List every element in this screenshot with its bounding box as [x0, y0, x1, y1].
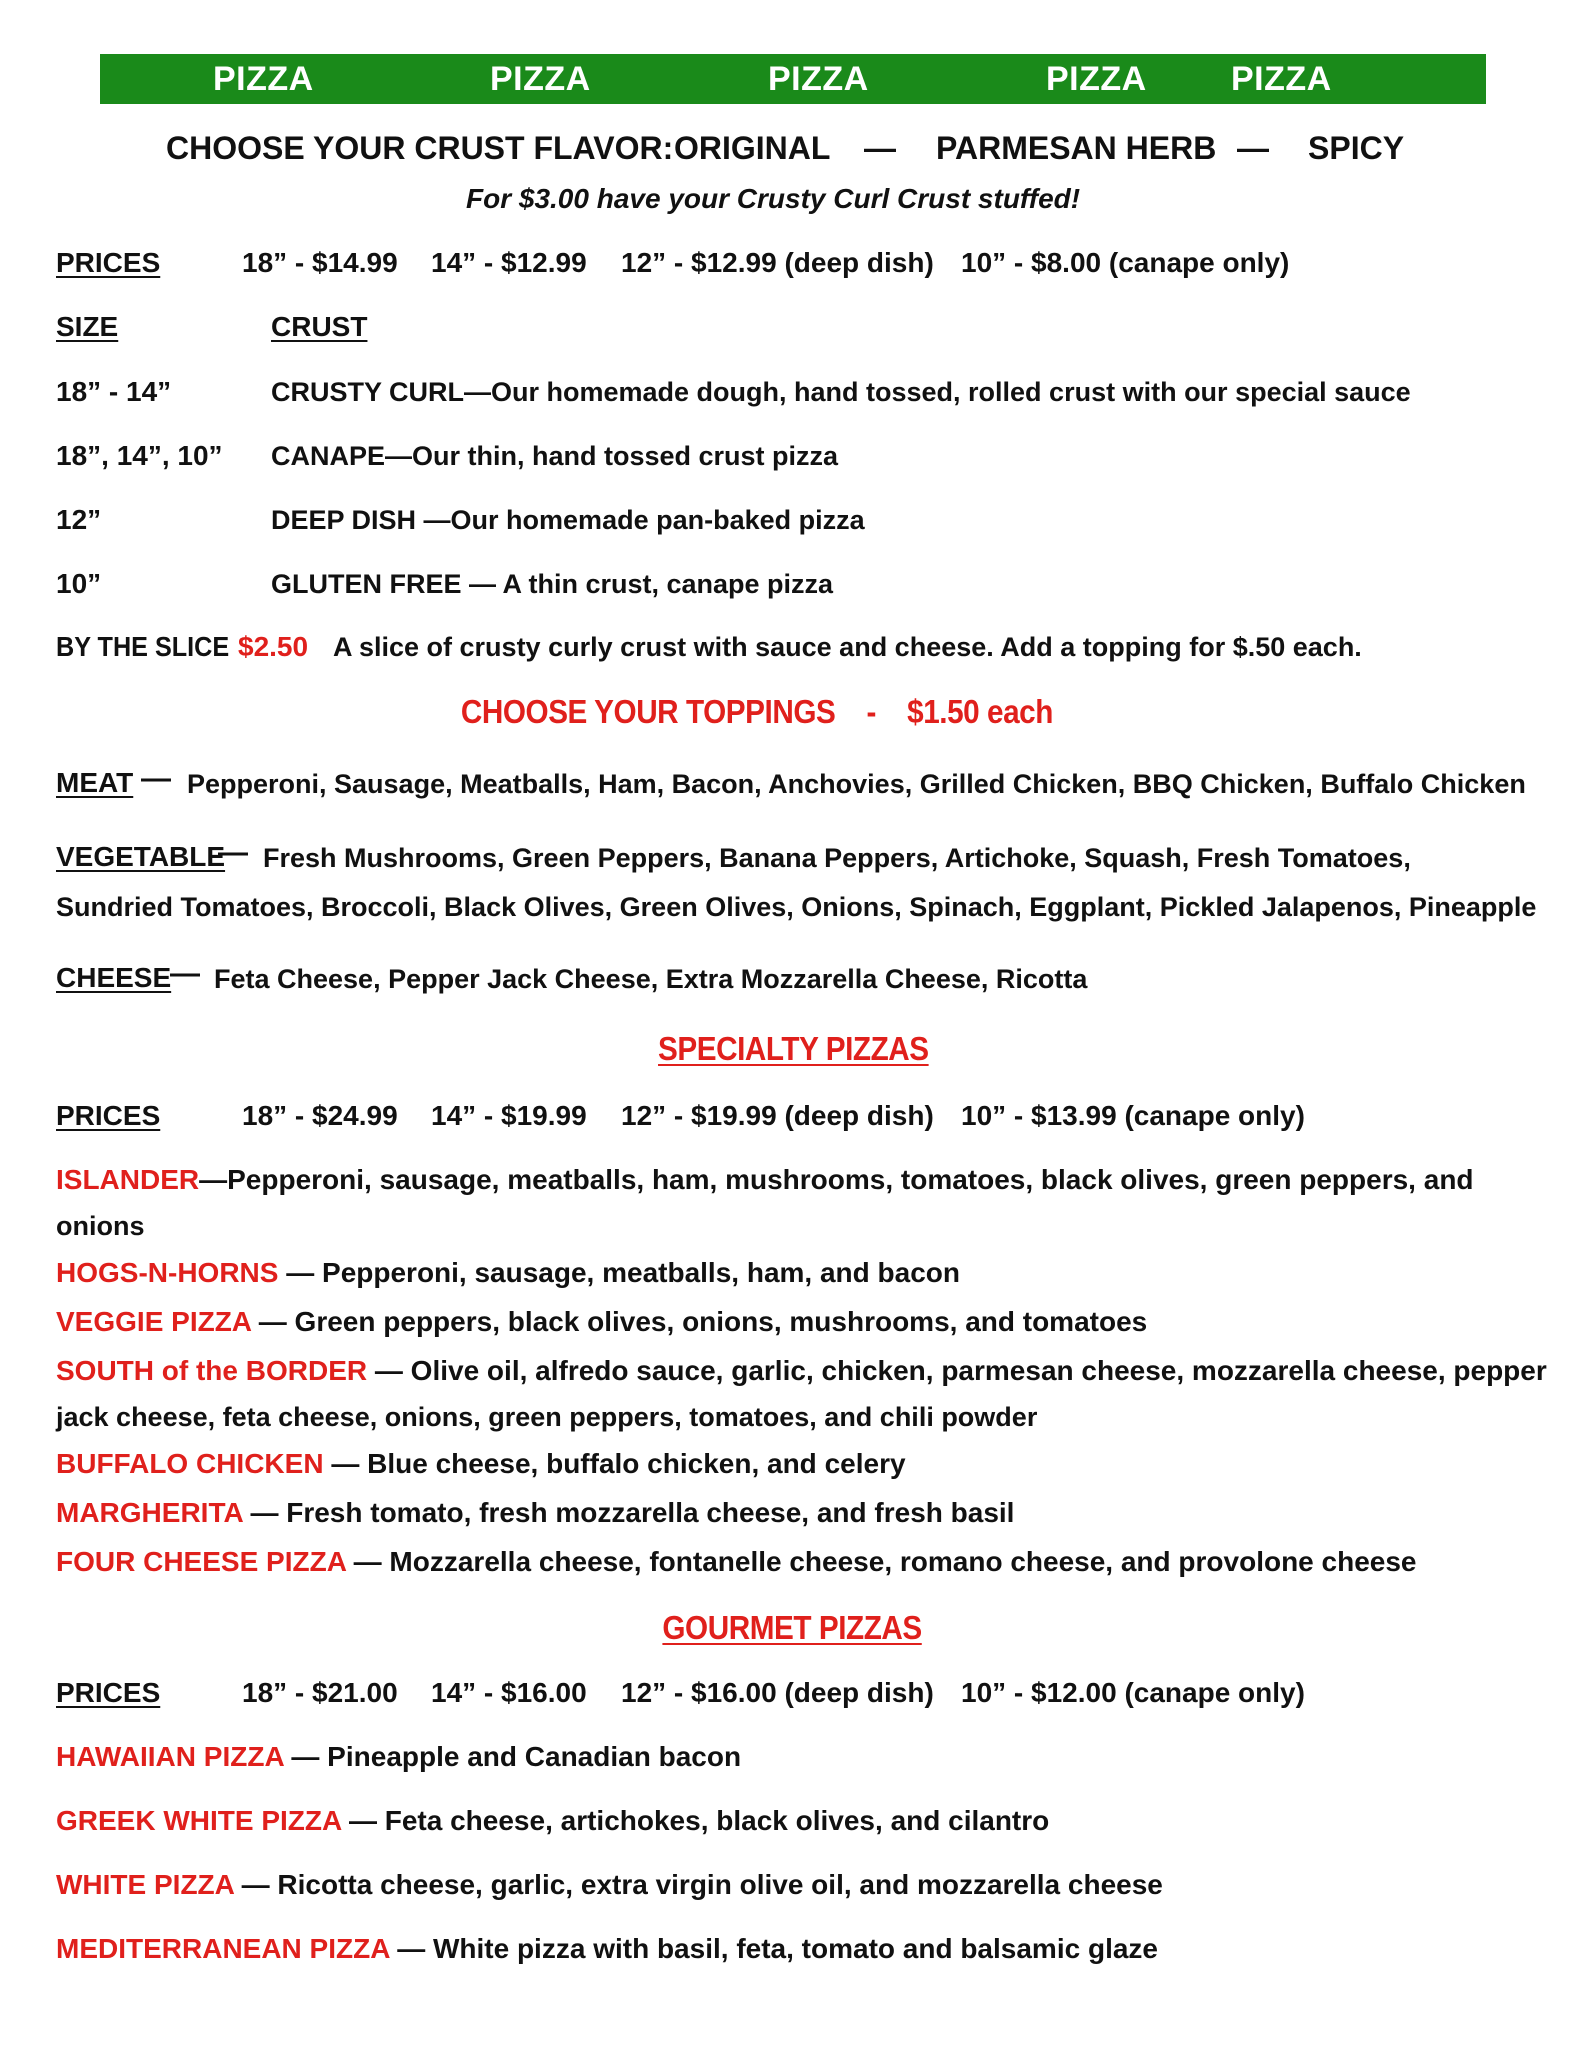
crust-row-desc: CANAPE—Our thin, hand tossed crust pizza — [271, 441, 839, 471]
pizza-desc: — Pepperoni, sausage, meatballs, ham, and bacon — [286, 1257, 960, 1288]
specialty-item-margherita — [56, 1497, 1014, 1529]
pizza-desc: — Feta cheese, artichokes, black olives, and cilantro — [348, 1805, 1050, 1836]
price-10: 10” - $13.99 (canape only) — [961, 1100, 1305, 1131]
crust-row-desc: DEEP DISH —Our homemade pan-baked pizza — [271, 505, 865, 535]
gourmet-item-mediterranean — [56, 1933, 1158, 1965]
pizza-desc: —Pepperoni, sausage, meatballs, ham, mushrooms, tomatoes, black olives, green peppers, and — [199, 1164, 1474, 1195]
pizza-name: MARGHERITA — [56, 1497, 243, 1528]
banner-word: PIZZA — [1046, 60, 1147, 98]
specialty-item-buffalo-chicken — [56, 1448, 906, 1480]
by-the-slice-desc: A slice of crusty curly crust with sauce and cheese. Add a topping for $.50 each. — [333, 632, 1362, 662]
pizza-desc-continued: jack cheese, feta cheese, onions, green peppers, tomatoes, and chili powder — [56, 1402, 1038, 1432]
stuffed-crust-note: For $3.00 have your Crusty Curl Crust stuffed! — [466, 183, 1081, 214]
pizza-name: HAWAIIAN PIZZA — [56, 1741, 284, 1772]
pizza-desc: — Olive oil, alfredo sauce, garlic, chicken, parmesan cheese, mozzarella cheese, pepper — [374, 1355, 1547, 1386]
crust-option-parmesan-herb: PARMESAN HERB — [936, 130, 1217, 166]
pizza-desc: — Ricotta cheese, garlic, extra virgin olive oil, and mozzarella cheese — [241, 1869, 1163, 1900]
price-12: 12” - $19.99 (deep dish) — [621, 1100, 934, 1131]
vegetable-label: VEGETABLE — [56, 841, 226, 872]
crust-row-size: 18”, 14”, 10” — [56, 440, 223, 471]
gourmet-item-greek-white — [56, 1805, 1049, 1837]
specialty-item-hogs-n-horns — [56, 1257, 960, 1289]
crust-option-original: ORIGINAL — [674, 130, 831, 166]
crust-row-size: 18” - 14” — [56, 376, 172, 407]
by-the-slice-price: $2.50 — [238, 631, 309, 662]
pizza-name: MEDITERRANEAN PIZZA — [56, 1933, 390, 1964]
prices-label: PRICES — [56, 247, 161, 278]
banner-word: PIZZA — [1231, 60, 1332, 98]
gourmet-item-hawaiian — [56, 1741, 741, 1773]
vegetable-items-line1: Fresh Mushrooms, Green Peppers, Banana Peppers, Artichoke, Squash, Fresh Tomatoes, — [263, 843, 1411, 873]
pizza-desc-continued: onions — [56, 1211, 145, 1241]
crust-row-size: 10” — [56, 568, 102, 599]
crust-option-spicy: SPICY — [1308, 130, 1405, 166]
dash: — — [170, 957, 200, 990]
crust-header: CRUST — [271, 311, 368, 342]
pizza-desc: — Blue cheese, buffalo chicken, and celery — [331, 1448, 906, 1479]
pizza-name: ISLANDER — [56, 1164, 200, 1195]
gourmet-heading: GOURMET PIZZAS — [662, 1609, 922, 1646]
price-14: 14” - $19.99 — [431, 1100, 587, 1131]
crust-separator: — — [864, 130, 896, 166]
pizza-name: BUFFALO CHICKEN — [56, 1448, 324, 1479]
specialty-item-islander — [56, 1164, 1474, 1196]
cheese-items: Feta Cheese, Pepper Jack Cheese, Extra Mozzarella Cheese, Ricotta — [214, 964, 1088, 994]
crust-flavor-label: CHOOSE YOUR CRUST FLAVOR: — [166, 130, 674, 166]
crust-separator: — — [1237, 130, 1269, 166]
size-header: SIZE — [56, 311, 119, 342]
price-18: 18” - $24.99 — [242, 1100, 398, 1131]
pizza-name: GREEK WHITE PIZZA — [56, 1805, 342, 1836]
price-18: 18” - $21.00 — [242, 1677, 398, 1708]
pizza-name: FOUR CHEESE PIZZA — [56, 1546, 346, 1577]
prices-label: PRICES — [56, 1677, 161, 1708]
pizza-desc: — Pineapple and Canadian bacon — [291, 1741, 742, 1772]
pizza-desc: — Mozzarella cheese, fontanelle cheese, romano cheese, and provolone cheese — [353, 1546, 1417, 1577]
specialty-item-four-cheese — [56, 1546, 1417, 1578]
pizza-banner — [100, 54, 1486, 104]
meat-label: MEAT — [56, 767, 134, 798]
price-14: 14” - $16.00 — [431, 1677, 587, 1708]
vegetable-items-line2: Sundried Tomatoes, Broccoli, Black Olives, Green Olives, Onions, Spinach, Eggplant, Pickled Jalapenos, Pineapple — [56, 892, 1537, 922]
pizza-name: VEGGIE PIZZA — [56, 1306, 251, 1337]
specialty-heading: SPECIALTY PIZZAS — [658, 1030, 929, 1067]
crust-row-size: 12” — [56, 504, 102, 535]
price-12: 12” - $12.99 (deep dish) — [621, 247, 934, 278]
meat-items: Pepperoni, Sausage, Meatballs, Ham, Bacon, Anchovies, Grilled Chicken, BBQ Chicken, Buffalo Chicken — [187, 769, 1526, 799]
price-14: 14” - $12.99 — [431, 247, 587, 278]
prices-label: PRICES — [56, 1100, 161, 1131]
pizza-name: SOUTH of the BORDER — [56, 1355, 368, 1386]
pizza-desc: — Green peppers, black olives, onions, mushrooms, and tomatoes — [258, 1306, 1148, 1337]
banner-word: PIZZA — [768, 60, 869, 98]
gourmet-item-white — [56, 1869, 1163, 1901]
specialty-item-veggie — [56, 1306, 1147, 1338]
banner-word: PIZZA — [213, 60, 314, 98]
by-the-slice-label: BY THE SLICE — [56, 631, 230, 662]
pizza-name: WHITE PIZZA — [56, 1869, 234, 1900]
price-12: 12” - $16.00 (deep dish) — [621, 1677, 934, 1708]
dash: — — [141, 762, 171, 795]
pizza-name: HOGS-N-HORNS — [56, 1257, 279, 1288]
specialty-item-south-of-the-border — [56, 1355, 1547, 1387]
price-18: 18” - $14.99 — [242, 247, 398, 278]
price-10: 10” - $8.00 (canape only) — [961, 247, 1290, 278]
dash: — — [218, 836, 248, 869]
pizza-desc: — Fresh tomato, fresh mozzarella cheese, and fresh basil — [250, 1497, 1015, 1528]
cheese-label: CHEESE — [56, 962, 172, 993]
pizza-desc: — White pizza with basil, feta, tomato and balsamic glaze — [397, 1933, 1158, 1964]
toppings-heading: CHOOSE YOUR TOPPINGS - $1.50 each — [460, 693, 1053, 730]
crust-row-desc: GLUTEN FREE — A thin crust, canape pizza — [271, 569, 834, 599]
banner-word: PIZZA — [490, 60, 591, 98]
crust-row-desc: CRUSTY CURL—Our homemade dough, hand tossed, rolled crust with our special sauce — [271, 377, 1411, 407]
price-10: 10” - $12.00 (canape only) — [961, 1677, 1305, 1708]
